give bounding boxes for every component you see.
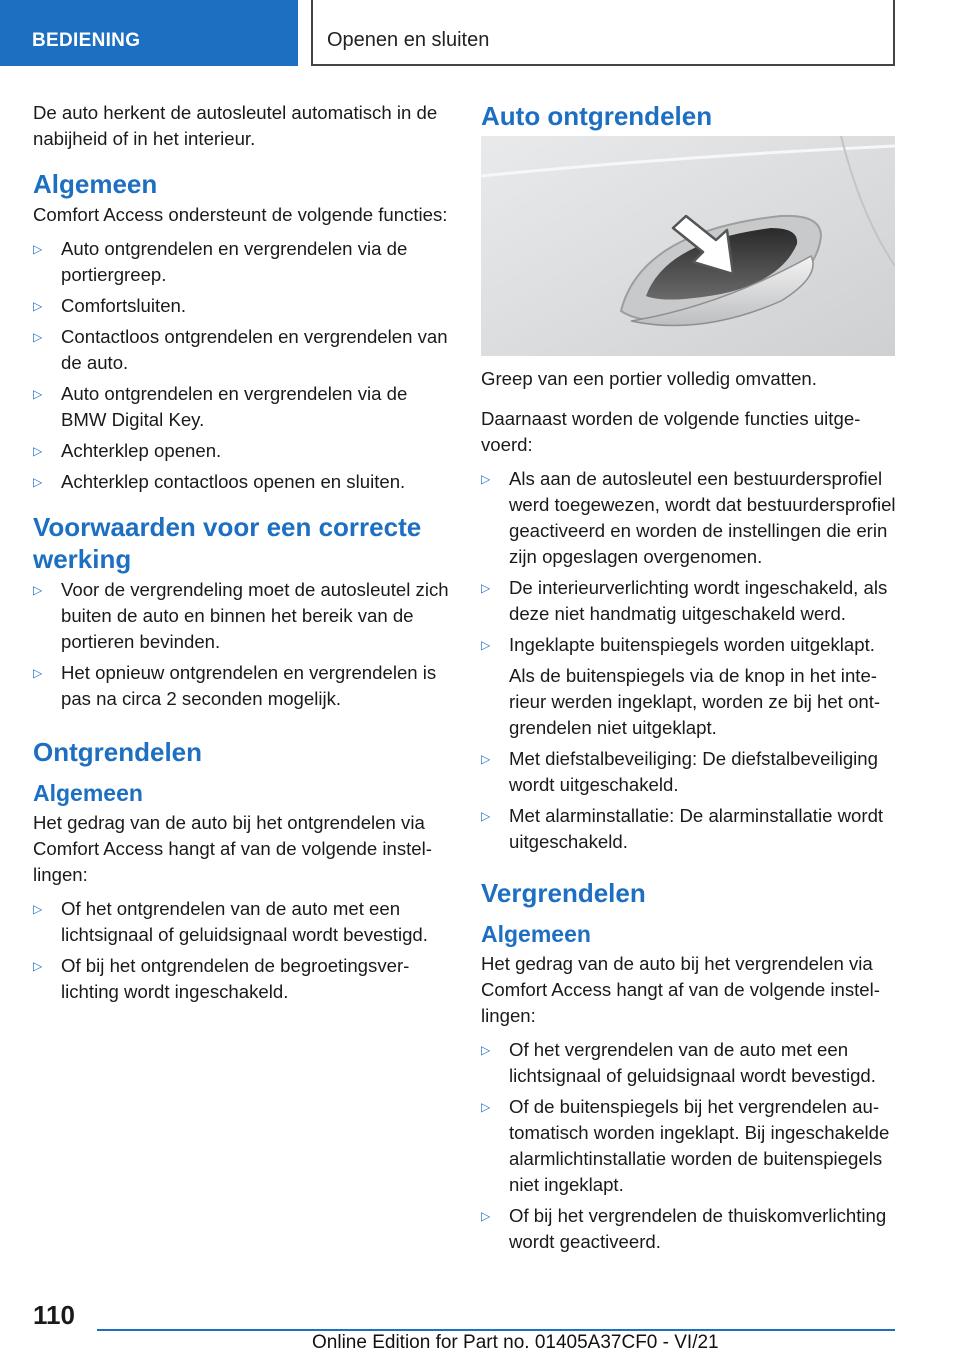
footer-divider — [97, 1329, 895, 1331]
list-item: ▷ Auto ontgrendelen en vergrendelen via de BMW Digital Key. — [33, 383, 408, 430]
list-item: ▷ Of bij het vergrendelen de thuiskomverlichting wordt geactiveerd. — [481, 1205, 887, 1252]
triangle-bullet-icon: ▷ — [481, 1043, 491, 1057]
triangle-bullet-icon: ▷ — [481, 1209, 491, 1223]
chapter-tab — [311, 0, 895, 66]
left-column — [33, 100, 453, 1011]
list-item: ▷ Of de buitenspiegels bij het vergrendelen automatisch worden ingeklapt. Bij ingeschakelde alarmlichtinstallatie worden de buitenspiegels niet ingeklapt. — [481, 1096, 890, 1195]
vergrendelen-list — [481, 1037, 901, 1255]
triangle-bullet-icon: ▷ — [33, 444, 43, 458]
list-item: ▷ Comfortsluiten. — [33, 293, 453, 319]
section-tab[interactable] — [0, 0, 298, 66]
section-title: BEDIENING — [32, 30, 141, 51]
list-item: ▷ Het opnieuw ontgrendelen en vergrendelen is pas na circa 2 seconden mogelijk. — [33, 662, 437, 709]
auto-ontgrendelen-text: Daarnaast worden de volgende functies uitgevoerd: — [481, 408, 861, 455]
page-header — [0, 0, 960, 66]
algemeen-list — [33, 236, 453, 495]
heading-algemeen: Algemeen — [33, 169, 158, 199]
list-item-note: Als de buitenspiegels via de knop in het interieur werden ingeklapt, worden ze bij het ontgrendelen niet uitgeklapt. — [509, 665, 881, 738]
voorwaarden-list — [33, 577, 453, 712]
list-item: ▷ Voor de vergrendeling moet de autosleutel zich buiten de auto en binnen het bereik van de portieren bevinden. — [33, 579, 449, 652]
triangle-bullet-icon: ▷ — [33, 299, 43, 313]
list-item: ▷ Achterklep contactloos openen en sluiten. — [33, 469, 453, 495]
intro-paragraph: De auto herkent de autosleutel automatisch in de nabijheid of in het interieur. — [33, 102, 438, 149]
chapter-title: Openen en sluiten — [327, 29, 490, 51]
triangle-bullet-icon: ▷ — [481, 809, 491, 823]
heading-auto-ontgrendelen: Auto ontgrendelen — [481, 101, 713, 131]
triangle-bullet-icon: ▷ — [33, 330, 43, 344]
triangle-bullet-icon: ▷ — [481, 1100, 491, 1114]
triangle-bullet-icon: ▷ — [481, 752, 491, 766]
list-item: ▷ Contactloos ontgrendelen en vergrendelen van de auto. — [33, 326, 448, 373]
triangle-bullet-icon: ▷ — [33, 387, 43, 401]
triangle-bullet-icon: ▷ — [481, 472, 491, 486]
door-handle-illustration — [481, 136, 895, 356]
subheading-algemeen: Algemeen — [33, 780, 143, 806]
subheading-algemeen: Algemeen — [481, 921, 591, 947]
list-item: ▷ Met diefstalbeveiliging: De diefstalbeveiliging wordt uitgeschakeld. — [481, 748, 878, 795]
list-item: ▷ Of het vergrendelen van de auto met een lichtsignaal of geluidsignaal wordt bevestigd. — [481, 1039, 876, 1086]
list-item: ▷ Auto ontgrendelen en vergrendelen via de portiergreep. — [33, 238, 408, 285]
ontgrendelen-text: Het gedrag van de auto bij het ontgrendelen via Comfort Access hangt af van de volgende instellingen: — [33, 812, 432, 885]
auto-ontgrendelen-list — [481, 466, 901, 855]
list-item: ▷ Ingeklapte buitenspiegels worden uitgeklapt. Als de buitenspiegels via de knop in het interieur werden ingeklapt, worden ze bij het ontgrendelen niet uitgeklapt. — [481, 632, 901, 741]
page-number: 110 — [33, 1300, 75, 1330]
heading-voorwaarden: Voorwaarden voor een correcte werking — [33, 512, 422, 574]
right-column — [481, 100, 901, 1261]
triangle-bullet-icon: ▷ — [33, 242, 43, 256]
door-handle-image — [481, 136, 895, 356]
list-item: ▷ De interieurverlichting wordt ingeschakeld, als deze niet handmatig uitgeschakeld werd. — [481, 577, 888, 624]
triangle-bullet-icon: ▷ — [33, 666, 43, 680]
heading-ontgrendelen: Ontgrendelen — [33, 737, 203, 767]
ontgrendelen-list — [33, 896, 453, 1005]
list-item: ▷ Met alarminstallatie: De alarminstallatie wordt uitgeschakeld. — [481, 805, 884, 852]
triangle-bullet-icon: ▷ — [33, 959, 43, 973]
edition-info: Online Edition for Part no. 01405A37CF0 - VI/21 — [312, 1332, 719, 1353]
vergrendelen-text: Het gedrag van de auto bij het vergrendelen via Comfort Access hangt af van de volgende instellingen: — [481, 953, 880, 1026]
triangle-bullet-icon: ▷ — [33, 902, 43, 916]
triangle-bullet-icon: ▷ — [33, 475, 43, 489]
list-item: ▷ Als aan de autosleutel een bestuurdersprofiel werd toegewezen, wordt dat bestuurdersprofiel geactiveerd en worden de instellingen die erin zijn opgeslagen overgenomen. — [481, 468, 896, 567]
figure-caption: Greep van een portier volledig omvatten. — [481, 368, 817, 389]
triangle-bullet-icon: ▷ — [33, 583, 43, 597]
list-item: ▷ Of bij het ontgrendelen de begroetingsverlichting wordt ingeschakeld. — [33, 955, 410, 1002]
triangle-bullet-icon: ▷ — [481, 581, 491, 595]
heading-vergrendelen: Vergrendelen — [481, 878, 646, 908]
list-item: ▷ Of het ontgrendelen van de auto met een lichtsignaal of geluidsignaal wordt bevestigd. — [33, 898, 428, 945]
triangle-bullet-icon: ▷ — [481, 638, 491, 652]
algemeen-text: Comfort Access ondersteunt de volgende functies: — [33, 204, 448, 225]
list-item: ▷ Achterklep openen. — [33, 438, 453, 464]
